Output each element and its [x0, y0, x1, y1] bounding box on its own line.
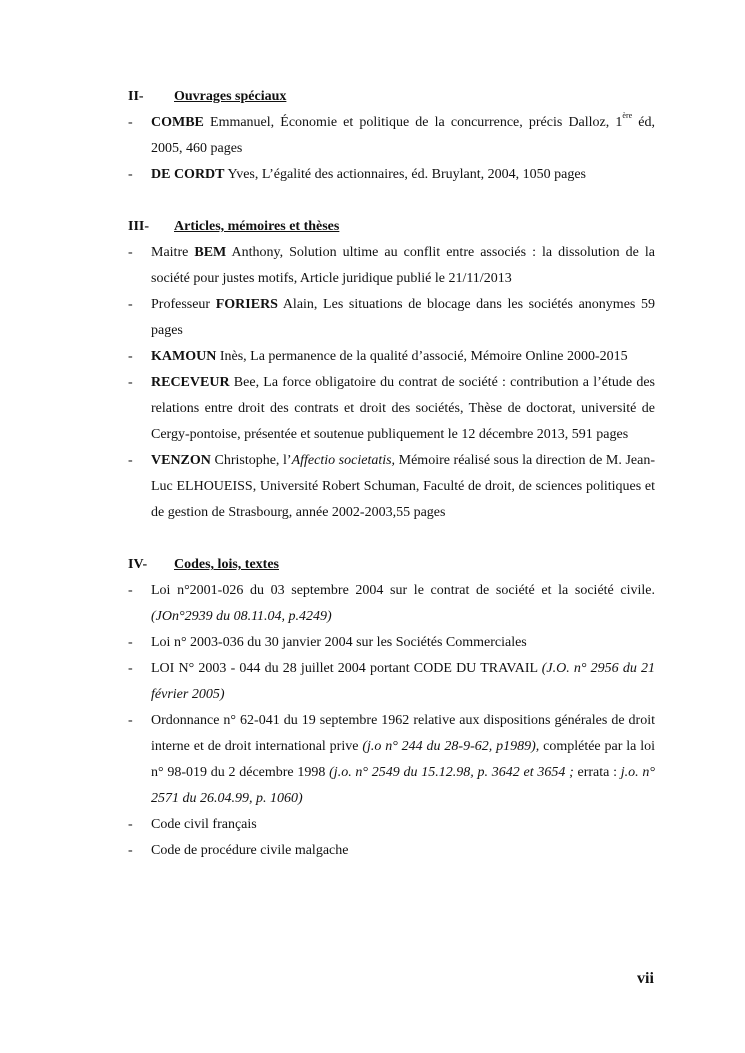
reference-entry	[128, 838, 655, 864]
entry-text: Emmanuel, Économie et politique de la concurrence, précis Dalloz, 1	[203, 115, 623, 130]
section-number: IV-	[128, 557, 148, 572]
reference-entry	[128, 708, 655, 812]
entry-text: DE CORDT	[151, 167, 225, 182]
reference-entry	[128, 370, 655, 448]
reference-entry	[128, 292, 655, 344]
section-title: Codes, lois, textes	[174, 557, 279, 572]
entry-text: (j.o n° 244 du 28-9-62, p1989),	[362, 739, 540, 754]
list-dash: -	[128, 843, 133, 858]
entry-text: (j.o. n° 2549 du 15.12.98, p. 3642 et 3654 ;	[329, 765, 574, 780]
entry-text: Anthony, Solution ultime au conflit entre associés : la dissolution de la société pour justes motifs, Article juridique publié le 21/11/2013	[151, 245, 655, 286]
list-dash: -	[128, 583, 133, 598]
section-number: III-	[128, 219, 150, 234]
list-dash: -	[128, 245, 133, 260]
entry-text: Loi n°2001-026 du 03 septembre 2004 sur le contrat de société et la société civile.	[151, 583, 655, 598]
section-heading	[128, 214, 655, 240]
entry-text: Mémoire réalisé sous la direction de M. Jean-Luc ELHOUEISS, Université Robert Schuman, Faculté de droit, de sciences politiques et de gestion de Strasbourg, année 2002-2003,55 pages	[151, 453, 655, 520]
entry-text: FORIERS	[215, 297, 278, 312]
entry-text: Maitre	[151, 245, 195, 260]
section-title: Ouvrages spéciaux	[174, 89, 287, 104]
reference-entry	[128, 578, 655, 630]
entry-text: COMBE	[151, 115, 204, 130]
entry-text: KAMOUN	[151, 349, 217, 364]
entry-text: Yves, L’égalité des actionnaires, éd. Bruylant, 2004, 1050 pages	[224, 167, 586, 182]
list-dash: -	[128, 635, 133, 650]
bibliography-page	[128, 84, 655, 890]
entry-text: LOI N° 2003 - 044 du 28 juillet 2004 portant CODE DU TRAVAIL	[151, 661, 542, 676]
reference-entry	[128, 630, 655, 656]
entry-text: VENZON	[151, 453, 211, 468]
list-dash: -	[128, 115, 133, 130]
entry-text: errata :	[573, 765, 621, 780]
entry-text: Ordonnance n° 62-041 du 19 septembre 1962 relative aux dispositions générales de droit interne et de droit international prive	[151, 713, 655, 754]
reference-entry	[128, 110, 655, 162]
entry-text: BEM	[194, 245, 227, 260]
list-dash: -	[128, 817, 133, 832]
entry-text: Inès, La permanence de la qualité d’associé, Mémoire Online 2000-2015	[216, 349, 628, 364]
list-dash: -	[128, 713, 133, 728]
list-dash: -	[128, 661, 133, 676]
section-heading	[128, 84, 655, 110]
entry-text: Loi n° 2003-036 du 30 janvier 2004 sur les Sociétés Commerciales	[151, 635, 527, 650]
list-dash: -	[128, 453, 133, 468]
reference-entry	[128, 812, 655, 838]
section-title: Articles, mémoires et thèses	[174, 219, 340, 234]
reference-entry	[128, 240, 655, 292]
entry-text: Alain, Les situations de blocage dans les sociétés anonymes 59 pages	[151, 297, 655, 338]
list-dash: -	[128, 297, 133, 312]
list-dash: -	[128, 375, 133, 390]
section-number: II-	[128, 89, 144, 104]
entry-text: ère	[622, 111, 633, 120]
entry-text: (J.O. n° 2956 du 21 février 2005)	[151, 661, 655, 702]
entry-text: Code de procédure civile malgache	[151, 843, 349, 858]
list-dash: -	[128, 167, 133, 182]
bibliography-section	[128, 84, 655, 188]
list-dash: -	[128, 349, 133, 364]
page-number: vii	[637, 970, 654, 987]
entry-text: (JOn°2939 du 08.11.04, p.4249)	[151, 609, 332, 624]
entry-text: Christophe, l’	[210, 453, 292, 468]
reference-entry	[128, 162, 655, 188]
entry-text: Professeur	[151, 297, 216, 312]
reference-entry	[128, 656, 655, 708]
entry-text: Affectio societatis,	[291, 453, 396, 468]
reference-entry	[128, 448, 655, 526]
entry-text: éd, 2005, 460 pages	[151, 115, 655, 156]
bibliography-section	[128, 552, 655, 864]
entry-text: Code civil français	[151, 817, 257, 832]
entry-text: j.o. n° 2571 du 26.04.99, p. 1060)	[151, 765, 655, 806]
entry-text: complétée par la loi n° 98-019 du 2 décembre 1998	[151, 739, 655, 780]
section-heading	[128, 552, 655, 578]
reference-entry	[128, 344, 655, 370]
entry-text: RECEVEUR	[151, 375, 230, 390]
bibliography-section	[128, 214, 655, 526]
entry-text: Bee, La force obligatoire du contrat de société : contribution a l’étude des relations entre droit des contrats et droit des sociétés, Thèse de doctorat, université de Cergy-pontoise, présentée et soutenue publiquement le 12 décembre 2013, 591 pages	[151, 375, 655, 442]
